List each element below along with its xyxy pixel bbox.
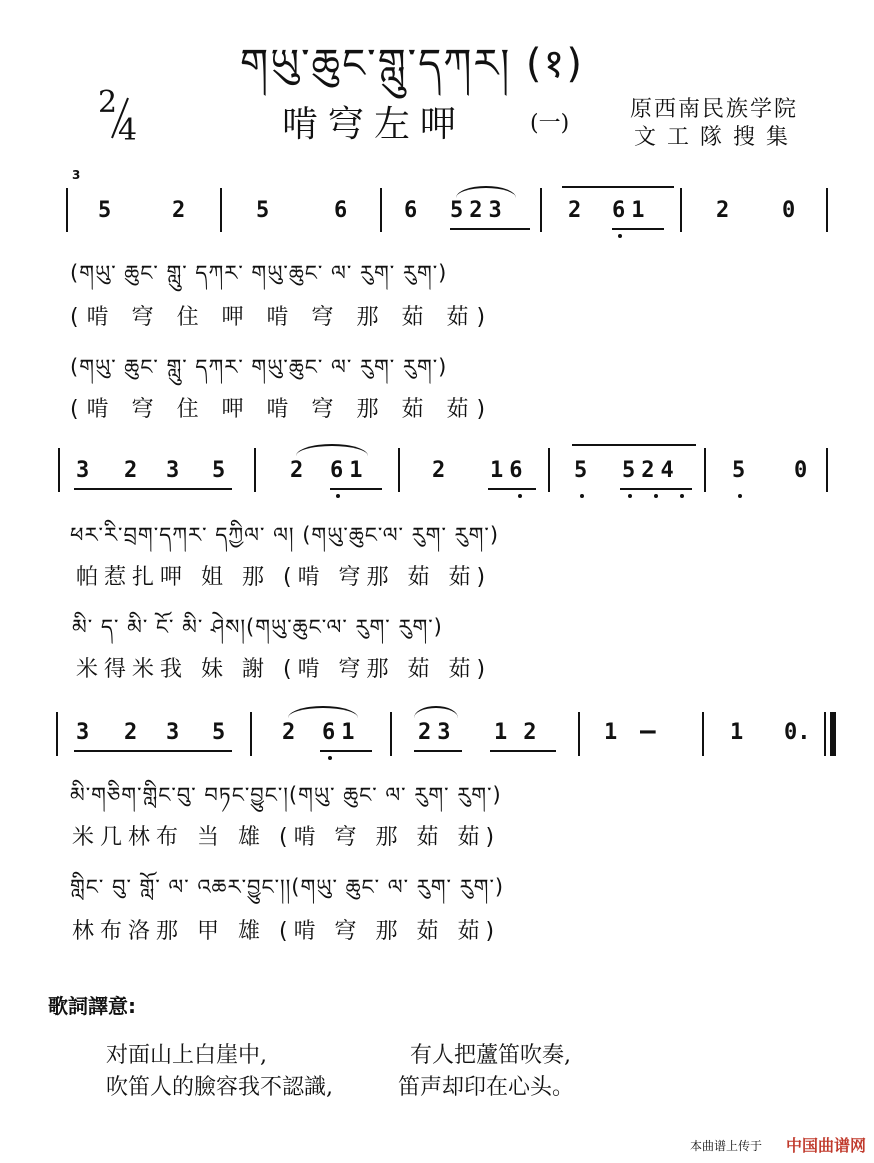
- note-group: 61: [322, 720, 361, 745]
- barline: [250, 712, 252, 756]
- slur: [456, 186, 516, 198]
- note: 5: [732, 458, 746, 483]
- note-group: 16: [490, 458, 529, 483]
- lyric-tibetan: མི་ ད་ མི་ ངོ་ མི་ ཤེས།(གཡུ་ཆུང་ལ་ རུག་ རུག་): [72, 615, 443, 639]
- lyric-tibetan: གླིང་ བུ་ གློ་ ལ་ འཆར་བྱུང་།།(གཡུ་ ཆུང་ ལ་ རུག་ རུག་): [70, 875, 505, 899]
- note: 2: [124, 458, 138, 483]
- translation-line: 有人把蘆笛吹奏,: [410, 1043, 571, 1068]
- beam: [330, 488, 382, 490]
- note: 0: [794, 458, 808, 483]
- barline: [826, 188, 828, 232]
- song-title: 啃穹左呷: [282, 104, 467, 145]
- slur: [288, 706, 358, 718]
- slur: [414, 706, 458, 718]
- note: 0.: [784, 720, 811, 745]
- note: 5: [98, 198, 112, 223]
- note: 1: [730, 720, 744, 745]
- tie-line: [572, 444, 696, 446]
- source-line-2: 文工隊搜集: [634, 125, 800, 150]
- translation-heading: 歌詞譯意:: [48, 994, 136, 1018]
- time-signature-numerator: 2: [98, 85, 118, 120]
- note: 2: [716, 198, 730, 223]
- note: 2: [282, 720, 296, 745]
- note: 3: [76, 720, 90, 745]
- barline: [578, 712, 580, 756]
- note: 2: [290, 458, 304, 483]
- barline: [398, 448, 400, 492]
- barline: [548, 448, 550, 492]
- low-octave-dot: [328, 756, 332, 760]
- low-octave-dot: [738, 494, 742, 498]
- barline: [254, 448, 256, 492]
- note: 3: [76, 458, 90, 483]
- note: 2: [172, 198, 186, 223]
- beam: [414, 750, 462, 752]
- low-octave-dot: [680, 494, 684, 498]
- translation-line: 笛声却印在心头。: [398, 1075, 575, 1100]
- lyric-tibetan: མི་གཅིག་གླིང་བུ་ བཏང་བྱུང་།(གཡུ་ ཆུང་ ལ་ རུག་ རུག་): [70, 783, 502, 807]
- slur: [296, 444, 368, 456]
- note: 3: [166, 458, 180, 483]
- beam: [620, 488, 692, 490]
- key-marker: 3: [72, 168, 81, 182]
- tie-line: [562, 186, 674, 188]
- note: 2: [124, 720, 138, 745]
- low-octave-dot: [618, 234, 622, 238]
- beam: [488, 488, 536, 490]
- beam: [320, 750, 372, 752]
- note: 5: [256, 198, 270, 223]
- translation-line: 对面山上白崖中,: [106, 1043, 267, 1068]
- low-octave-dot: [628, 494, 632, 498]
- note-group: 23: [418, 720, 457, 745]
- beam: [612, 228, 664, 230]
- note: 5: [574, 458, 588, 483]
- barline: [826, 448, 828, 492]
- beam: [450, 228, 530, 230]
- barline: [56, 712, 58, 756]
- lyric-chinese: (啃 穹 住 呷 啃 穹 那 茹 茹): [70, 305, 494, 330]
- note-group: 12: [494, 720, 553, 745]
- low-octave-dot: [654, 494, 658, 498]
- note-group: 524: [622, 458, 680, 483]
- note-group: 61: [612, 198, 651, 223]
- final-barline: [824, 712, 826, 756]
- dash: —: [640, 716, 656, 746]
- lyric-tibetan: (གཡུ་ ཆུང་ གླུ་ དཀར་ གཡུ་ཆུང་ ལ་ རུག་ རུག་): [70, 355, 448, 379]
- lyric-tibetan: ཕར་རི་བྲག་དཀར་ དཀྱིལ་ ལ། (གཡུ་ཆུང་ལ་ རུག་ རུག་): [70, 523, 500, 547]
- beam: [74, 750, 232, 752]
- barline: [702, 712, 704, 756]
- barline: [680, 188, 682, 232]
- lyric-tibetan: (གཡུ་ ཆུང་ གླུ་ དཀར་ གཡུ་ཆུང་ ལ་ རུག་ རུག་): [70, 261, 448, 285]
- lyric-chinese: 林布洛那 甲 雄 (啃 穹 那 茹 茹): [72, 919, 501, 944]
- note: 5: [212, 720, 226, 745]
- note-group: 61: [330, 458, 369, 483]
- beam: [74, 488, 232, 490]
- note: 2: [568, 198, 582, 223]
- barline: [66, 188, 68, 232]
- lyric-chinese: (啃 穹 住 呷 啃 穹 那 茹 茹): [70, 397, 494, 422]
- note: 5: [212, 458, 226, 483]
- low-octave-dot: [580, 494, 584, 498]
- barline: [380, 188, 382, 232]
- note: 3: [166, 720, 180, 745]
- beam: [490, 750, 556, 752]
- note-group: 523: [450, 198, 508, 223]
- note: 1: [604, 720, 618, 745]
- source-line-1: 原西南民族学院: [630, 97, 799, 122]
- barline: [390, 712, 392, 756]
- time-signature: [98, 85, 138, 148]
- song-title-part: (一): [530, 111, 570, 136]
- note: 6: [404, 198, 418, 223]
- note: 0: [782, 198, 796, 223]
- note: 6: [334, 198, 348, 223]
- barline: [220, 188, 222, 232]
- note: 2: [432, 458, 446, 483]
- final-barline-thick: [830, 712, 836, 756]
- site-logo[interactable]: 中国曲谱网: [786, 1136, 867, 1155]
- footer-text: 本曲谱上传于: [690, 1139, 763, 1153]
- low-octave-dot: [336, 494, 340, 498]
- time-signature-denominator: 4: [118, 113, 138, 148]
- lyric-chinese: 米得米我 妹 謝 (啃 穹那 茹 茹): [76, 657, 492, 682]
- lyric-chinese: 帕惹扎呷 姐 那 (啃 穹那 茹 茹): [76, 565, 492, 590]
- barline: [58, 448, 60, 492]
- barline: [704, 448, 706, 492]
- low-octave-dot: [518, 494, 522, 498]
- barline: [540, 188, 542, 232]
- lyric-chinese: 米几林布 当 雄 (啃 穹 那 茹 茹): [72, 825, 501, 850]
- translation-line: 吹笛人的臉容我不認識,: [106, 1075, 333, 1100]
- tibetan-title: གཡུ་ཆུང་གླུ་དཀར། (१): [240, 41, 584, 87]
